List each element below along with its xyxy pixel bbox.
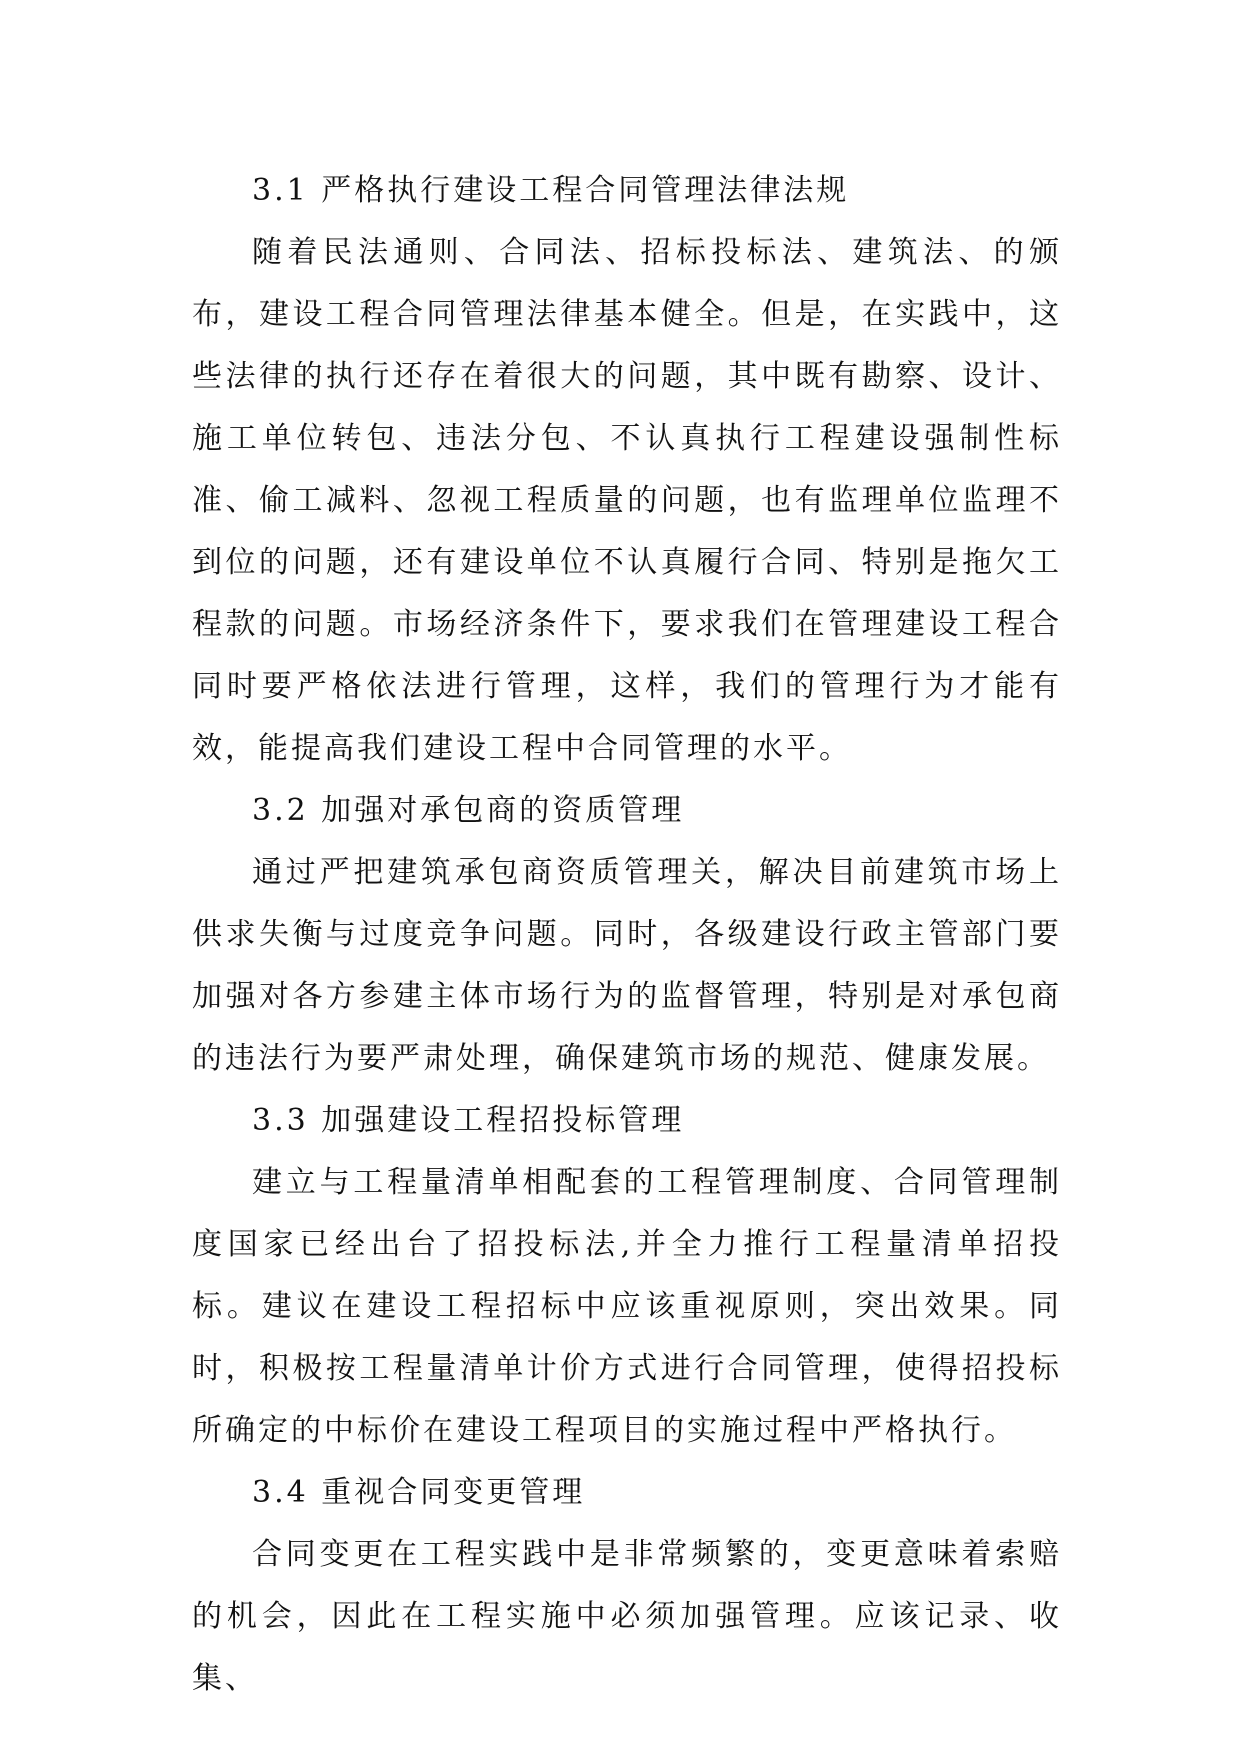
- document-body: [192, 160, 1062, 1710]
- paragraph-3-2: 通过严把建筑承包商资质管理关，解决目前建筑市场上供求失衡与过度竞争问题。同时，各级建设行政主管部门要加强对各方参建主体市场行为的监督管理，特别是对承包商的违法行为要严肃处理，确保建筑市场的规范、健康发展。: [192, 855, 1062, 1076]
- paragraph-3-1: 随着民法通则、合同法、招标投标法、建筑法、的颁布，建设工程合同管理法律基本健全。但是，在实践中，这些法律的执行还存在着很大的问题，其中既有勘察、设计、施工单位转包、违法分包、不认真执行工程建设强制性标准、偷工减料、忽视工程质量的问题，也有监理单位监理不到位的问题，还有建设单位不认真履行合同、特别是拖欠工程款的问题。市场经济条件下，要求我们在管理建设工程合同时要严格依法进行管理，这样，我们的管理行为才能有效，能提高我们建设工程中合同管理的水平。: [192, 235, 1062, 766]
- paragraph-3-4: 合同变更在工程实践中是非常频繁的，变更意味着索赔的机会，因此在工程实施中必须加强管理。应该记录、收集、: [192, 1537, 1062, 1696]
- section-heading-3-3: 3.3 加强建设工程招投标管理: [252, 1103, 685, 1138]
- section-heading-3-4: 3.4 重视合同变更管理: [252, 1475, 586, 1510]
- section-heading-3-1: 3.1 严格执行建设工程合同管理法律法规: [252, 173, 850, 208]
- paragraph-3-3: 建立与工程量清单相配套的工程管理制度、合同管理制度国家已经出台了招投标法,并全力推行工程量清单招投标。建议在建设工程招标中应该重视原则，突出效果。同时，积极按工程量清单计价方式进行合同管理，使得招投标所确定的中标价在建设工程项目的实施过程中严格执行。: [192, 1165, 1062, 1448]
- section-heading-3-2: 3.2 加强对承包商的资质管理: [252, 793, 685, 828]
